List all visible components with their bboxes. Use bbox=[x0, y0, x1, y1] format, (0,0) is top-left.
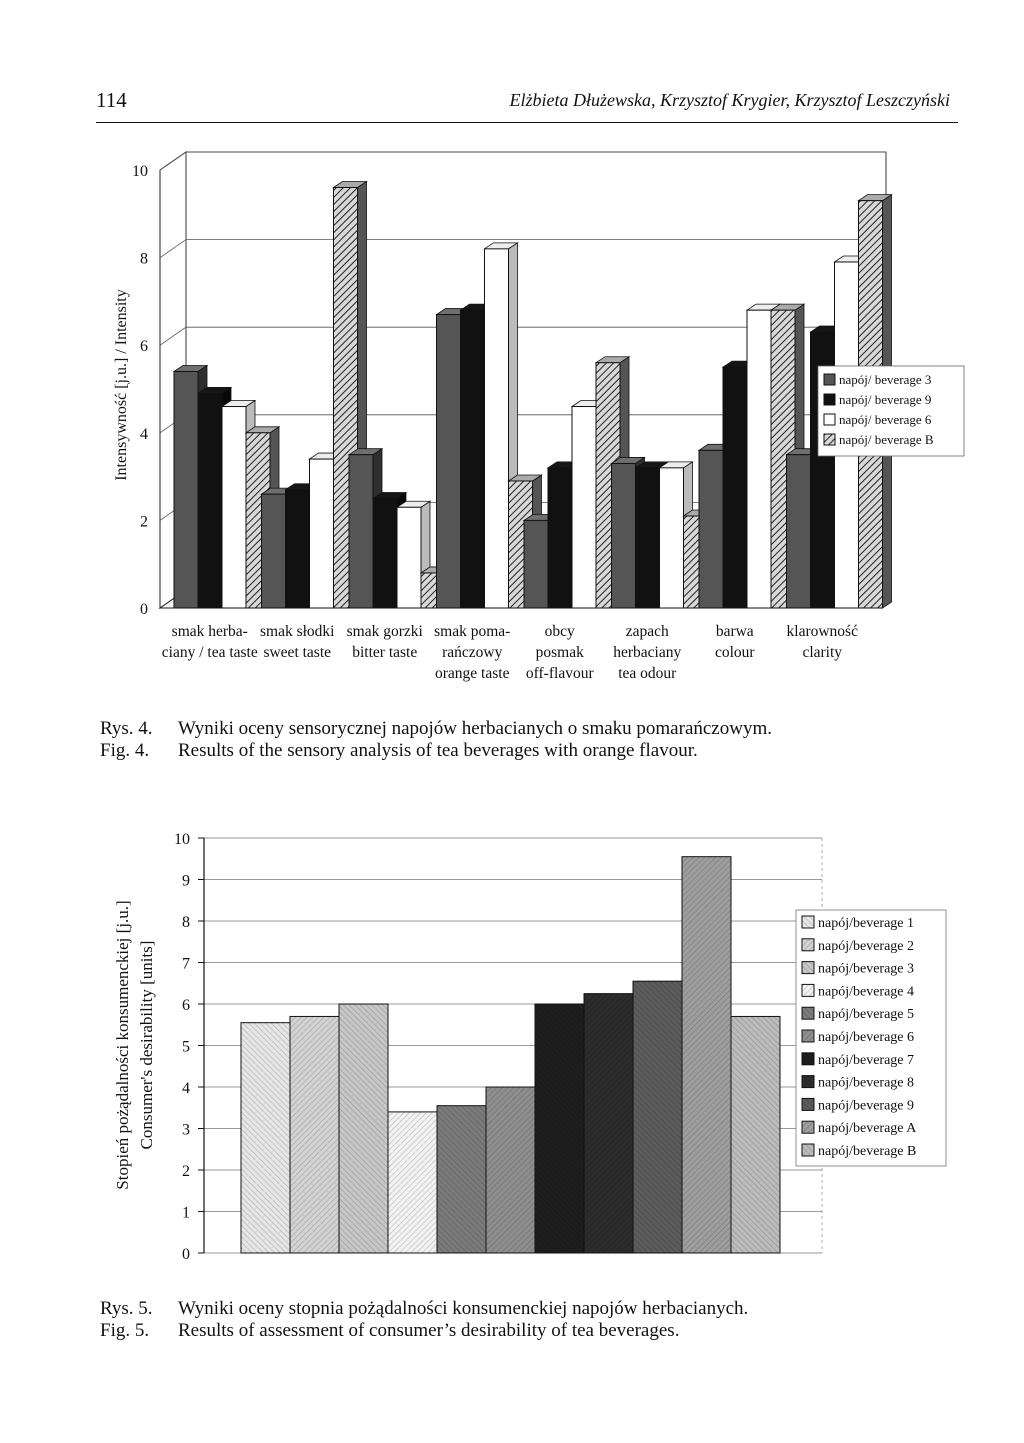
chart4-ytick-label: 4 bbox=[140, 425, 148, 443]
chart4-xtick-label: posmak bbox=[535, 644, 584, 661]
chart4-xtick-label: colour bbox=[714, 644, 755, 661]
chart4-xtick-label: bitter taste bbox=[352, 644, 418, 661]
chart5-legend-swatch bbox=[802, 1030, 814, 1042]
chart4-xtick-label: clarity bbox=[802, 644, 843, 661]
chart5-bar bbox=[633, 981, 682, 1253]
figure-5-caption-pl: Wyniki oceny stopnia pożądalności konsumenckiej napojów herbacianych. bbox=[178, 1298, 749, 1319]
figure-4-label-en: Fig. 4. bbox=[100, 740, 150, 761]
chart5-ytick-label: 4 bbox=[182, 1080, 190, 1097]
figure-5-caption bbox=[100, 1298, 748, 1342]
chart4-ylabel: Intensywność [j.u.] / Intensity bbox=[113, 289, 130, 481]
chart5-legend-label: napój/beverage 4 bbox=[818, 984, 915, 1000]
chart5-ytick-label: 10 bbox=[174, 831, 190, 848]
chart4-ytick-label: 10 bbox=[132, 163, 148, 180]
chart4-ytick-label: 0 bbox=[140, 601, 148, 618]
chart4-xtick-label: ciany / tea taste bbox=[161, 644, 258, 661]
chart4-legend-label: napój/ beverage 9 bbox=[839, 392, 932, 407]
chart5-legend-swatch bbox=[802, 1144, 814, 1156]
chart4-ytick-label: 8 bbox=[140, 250, 148, 268]
chart5-ytick-label: 2 bbox=[182, 1163, 190, 1180]
figure-5-label-pl: Rys. 5. bbox=[100, 1298, 153, 1319]
chart5-legend-label: napój/beverage B bbox=[818, 1144, 917, 1159]
chart5-bar bbox=[584, 994, 633, 1253]
chart4-xtick-label: smak poma- bbox=[434, 623, 511, 640]
chart5-legend-swatch bbox=[802, 1121, 814, 1133]
chart4-legend-label: napój/ beverage B bbox=[839, 432, 934, 447]
chart5-legend-swatch bbox=[802, 916, 814, 928]
chart5-legend-label: napój/beverage 8 bbox=[818, 1075, 915, 1091]
figure-4-caption-pl: Wyniki oceny sensorycznej napojów herbacianych o smaku pomarańczowym. bbox=[178, 718, 772, 739]
chart5-bar bbox=[682, 857, 731, 1253]
chart5-ylabel-en: Consumer's desirability [units] bbox=[137, 940, 156, 1150]
chart4-xtick-label: klarowność bbox=[786, 623, 858, 640]
chart5-bar bbox=[388, 1112, 437, 1253]
figure-4-label-pl: Rys. 4. bbox=[100, 718, 153, 739]
chart5-legend-swatch bbox=[802, 1076, 814, 1088]
chart5-legend-label: napój/beverage A bbox=[818, 1121, 917, 1137]
chart4-xtick-label: sweet taste bbox=[263, 644, 332, 661]
chart5-legend-label: napój/beverage 6 bbox=[818, 1030, 915, 1045]
chart5-bar bbox=[731, 1016, 780, 1253]
chart5-bar bbox=[339, 1004, 388, 1253]
chart5-bar bbox=[486, 1087, 535, 1253]
chart5-bar bbox=[437, 1106, 486, 1253]
chart4-xtick-label: smak gorzki bbox=[346, 623, 423, 640]
chart4-xtick-label: smak herba- bbox=[171, 623, 248, 640]
running-head-authors: Elżbieta Dłużewska, Krzysztof Krygier, Krzysztof Leszczyński bbox=[509, 90, 950, 110]
chart4-legend-label: napój/ beverage 6 bbox=[839, 412, 932, 427]
chart4-xtick-label: orange taste bbox=[435, 665, 510, 682]
figure-5-label-en: Fig. 5. bbox=[100, 1320, 150, 1341]
chart5-ytick-label: 1 bbox=[182, 1204, 190, 1222]
chart4-xtick-label: rańczowy bbox=[442, 644, 503, 661]
chart4-xtick-label: herbaciany bbox=[613, 644, 682, 661]
chart5-ytick-label: 8 bbox=[182, 914, 190, 931]
chart5-legend-label: napój/beverage 5 bbox=[818, 1007, 915, 1023]
chart5-legend-swatch bbox=[802, 939, 814, 951]
chart5-ytick-label: 3 bbox=[182, 1121, 190, 1139]
chart5-ytick-label: 6 bbox=[182, 997, 190, 1014]
chart4-xtick-label: barwa bbox=[715, 623, 754, 640]
chart5-ytick-label: 9 bbox=[182, 872, 190, 890]
chart5-bar bbox=[290, 1016, 339, 1253]
chart5-legend-label: napój/beverage 2 bbox=[818, 938, 915, 954]
chart5-legend-swatch bbox=[802, 1053, 814, 1065]
chart5-legend-swatch bbox=[802, 1007, 814, 1019]
chart5-legend-swatch bbox=[802, 984, 814, 996]
chart4-ytick-label: 2 bbox=[140, 513, 148, 531]
chart5-legend-label: napój/beverage 9 bbox=[818, 1098, 915, 1114]
chart4-xtick-label: tea odour bbox=[618, 665, 677, 682]
figure-4-caption-en: Results of the sensory analysis of tea beverages with orange flavour. bbox=[178, 740, 698, 761]
chart5-ytick-label: 7 bbox=[182, 955, 190, 973]
chart4-xtick-label: smak słodki bbox=[260, 623, 335, 640]
page-number: 114 bbox=[96, 88, 127, 112]
chart4-xtick-label: zapach bbox=[625, 623, 669, 640]
figure-5-caption-en: Results of assessment of consumer’s desirability of tea beverages. bbox=[178, 1320, 680, 1341]
chart5-legend-label: napój/beverage 7 bbox=[818, 1052, 915, 1068]
chart5-ytick-label: 5 bbox=[182, 1038, 190, 1056]
chart5-legend-swatch bbox=[802, 1098, 814, 1110]
chart5-legend-swatch bbox=[802, 962, 814, 974]
chart5-bar bbox=[241, 1023, 290, 1253]
chart5-legend-label: napój/beverage 1 bbox=[818, 916, 915, 931]
chart5-bar bbox=[535, 1004, 584, 1253]
chart4-ytick-label: 6 bbox=[140, 338, 148, 356]
chart5-ytick-label: 0 bbox=[182, 1246, 190, 1263]
chart4-xtick-label: off-flavour bbox=[525, 665, 594, 682]
chart4-legend-label: napój/ beverage 3 bbox=[839, 372, 932, 387]
chart5-legend bbox=[796, 910, 946, 1166]
chart4-xtick-label: obcy bbox=[544, 623, 575, 640]
chart5-ylabel: Stopień pożądalności konsumenckiej [j.u.] bbox=[113, 900, 132, 1190]
chart5-legend-label: napój/beverage 3 bbox=[818, 961, 915, 977]
